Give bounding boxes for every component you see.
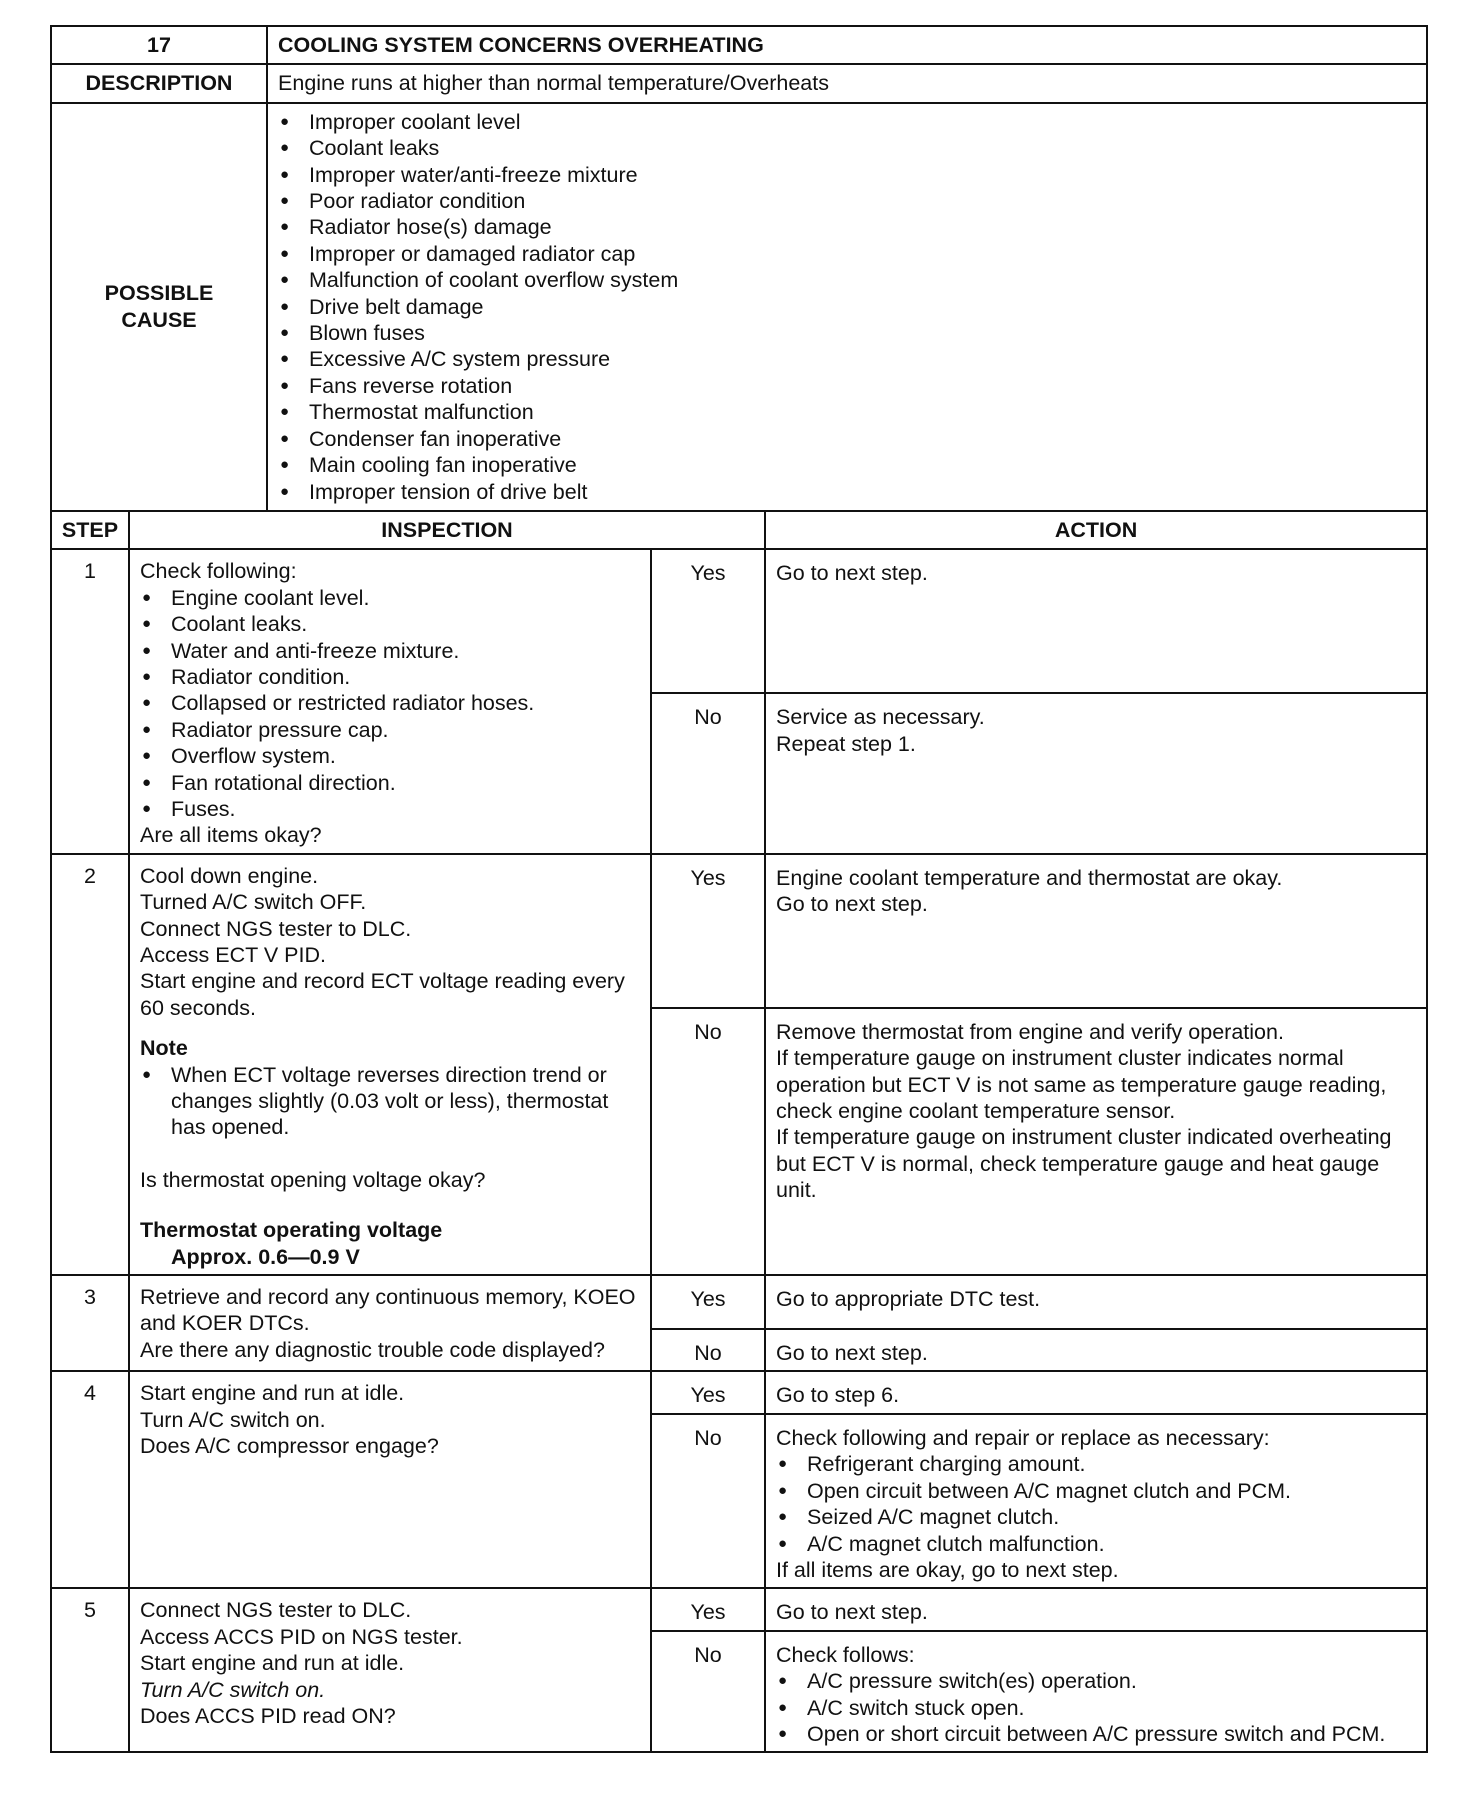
- check-item: ● A/C pressure switch(es) operation.: [776, 1668, 1416, 1694]
- cause-item: ● Fans reverse rotation: [278, 373, 1416, 399]
- yes-label: Yes: [651, 1371, 765, 1413]
- action-line: Go to next step.: [776, 892, 928, 917]
- no-label: No: [651, 1414, 765, 1588]
- yes-label: Yes: [651, 854, 765, 1008]
- action-line: Go to next step.: [776, 561, 928, 586]
- inspection-line: Connect NGS tester to DLC.: [140, 916, 412, 941]
- step-3-yes-action: [765, 1275, 1427, 1329]
- step-2-yes-row: [51, 854, 1427, 1008]
- action-line: Go to next step.: [776, 1600, 928, 1625]
- inspection-line: Start engine and run at idle.: [140, 1381, 405, 1406]
- yes-label: Yes: [651, 1275, 765, 1329]
- action-line: Go to appropriate DTC test.: [776, 1287, 1041, 1312]
- inspection-line: Turned A/C switch OFF.: [140, 890, 367, 915]
- cause-item: ● Improper tension of drive belt: [278, 479, 1416, 505]
- cause-item: ● Improper or damaged radiator cap: [278, 241, 1416, 267]
- step-1-no-action: [765, 693, 1427, 853]
- note-item: ● When ECT voltage reverses direction trend or changes slightly (0.03 volt or less), thermostat has opened.: [140, 1062, 640, 1141]
- note-list: [140, 1062, 640, 1141]
- step-3-inspection: [129, 1275, 651, 1371]
- check-item: ● Seized A/C magnet clutch.: [776, 1504, 1416, 1530]
- description-label: DESCRIPTION: [51, 64, 267, 102]
- inspection-line: Access ECT V PID.: [140, 943, 326, 967]
- action-line: Remove thermostat from engine and verify operation.: [776, 1019, 1284, 1044]
- no-label: No: [651, 1329, 765, 1371]
- cause-item: ● Thermostat malfunction: [278, 399, 1416, 425]
- inspection-line: Turn A/C switch on.: [140, 1677, 326, 1702]
- cause-item: ● Drive belt damage: [278, 294, 1416, 320]
- step-4-yes-row: [51, 1371, 1427, 1413]
- cause-item: ● Condenser fan inoperative: [278, 426, 1416, 452]
- action-line: Go to next step.: [776, 1341, 928, 1366]
- check-item: ● Fuses.: [140, 796, 640, 822]
- step-4-no-action: [765, 1414, 1427, 1588]
- step-2-yes-action: [765, 854, 1427, 1008]
- check-item: ● Radiator condition.: [140, 664, 640, 690]
- check-item: ● Open circuit between A/C magnet clutch and PCM.: [776, 1478, 1416, 1504]
- step-number: 1: [51, 549, 129, 853]
- step-1-yes-action: [765, 549, 1427, 693]
- check-item: ● A/C switch stuck open.: [776, 1695, 1416, 1721]
- step-1-checklist: [140, 585, 640, 823]
- column-header-row: [51, 511, 1427, 549]
- section-number: 17: [51, 26, 267, 64]
- column-step: STEP: [51, 511, 129, 549]
- step-5-inspection: [129, 1588, 651, 1752]
- description-row: [51, 64, 1427, 102]
- step-number: 3: [51, 1275, 129, 1371]
- step-3-yes-row: [51, 1275, 1427, 1329]
- check-item: ● Water and anti-freeze mixture.: [140, 638, 640, 664]
- yes-label: Yes: [651, 1588, 765, 1630]
- inspection-line: Cool down engine.: [140, 863, 319, 888]
- action-line: Service as necessary.: [776, 705, 985, 730]
- step-5-yes-row: [51, 1588, 1427, 1630]
- check-item: ● Refrigerant charging amount.: [776, 1451, 1416, 1477]
- check-item: ● Engine coolant level.: [140, 585, 640, 611]
- cause-item: ● Coolant leaks: [278, 135, 1416, 161]
- step-3-no-action: [765, 1329, 1427, 1371]
- action-line: If temperature gauge on instrument cluster indicated overheating but ECT V is normal, check temperature gauge and heat gauge unit.: [776, 1125, 1392, 1203]
- check-item: ● Overflow system.: [140, 743, 640, 769]
- step-5-no-action: [765, 1631, 1427, 1753]
- step-4-yes-action: [765, 1371, 1427, 1413]
- possible-cause-label-line1: POSSIBLE: [104, 281, 214, 306]
- step-number: 5: [51, 1588, 129, 1752]
- step-1-yes-row: [51, 549, 1427, 693]
- action-line: Repeat step 1.: [776, 731, 916, 756]
- action-line: Engine coolant temperature and thermostat are okay.: [776, 865, 1283, 890]
- inspection-line: Connect NGS tester to DLC.: [140, 1598, 412, 1623]
- step-2-inspection: [129, 854, 651, 1275]
- step-4-inspection: [129, 1371, 651, 1588]
- step-2-question: Is thermostat opening voltage okay?: [140, 1167, 486, 1192]
- inspection-line: Does A/C compressor engage?: [140, 1434, 439, 1459]
- inspection-line: Start engine and run at idle.: [140, 1651, 405, 1676]
- cause-item: ● Blown fuses: [278, 320, 1416, 346]
- step-4-no-checklist: [776, 1451, 1416, 1557]
- step-1-question: Are all items okay?: [140, 823, 322, 848]
- cause-item: ● Excessive A/C system pressure: [278, 346, 1416, 372]
- no-label: No: [651, 1008, 765, 1275]
- possible-cause-cell: [267, 103, 1427, 511]
- cause-item: ● Improper coolant level: [278, 109, 1416, 135]
- inspection-line: Turn A/C switch on.: [140, 1407, 326, 1432]
- action-line: If all items are okay, go to next step.: [776, 1557, 1119, 1582]
- check-item: ● Coolant leaks.: [140, 611, 640, 637]
- check-item: ● Collapsed or restricted radiator hoses.: [140, 690, 640, 716]
- inspection-line: Retrieve and record any continuous memory, KOEO and KOER DTCs.: [140, 1285, 636, 1336]
- spec-value: Approx. 0.6—0.9 V: [171, 1244, 360, 1269]
- yes-label: Yes: [651, 549, 765, 693]
- check-item: ● A/C magnet clutch malfunction.: [776, 1531, 1416, 1557]
- step-2-no-action: [765, 1008, 1427, 1275]
- possible-cause-row: [51, 103, 1427, 511]
- inspection-line: Access ACCS PID on NGS tester.: [140, 1624, 463, 1649]
- action-line: Check follows:: [776, 1642, 915, 1667]
- section-title: COOLING SYSTEM CONCERNS OVERHEATING: [267, 26, 1427, 64]
- inspection-line: Are there any diagnostic trouble code displayed?: [140, 1337, 605, 1362]
- check-item: ● Fan rotational direction.: [140, 770, 640, 796]
- possible-cause-label: [51, 103, 267, 511]
- check-item: ● Open or short circuit between A/C pressure switch and PCM.: [776, 1721, 1416, 1747]
- check-item: ● Radiator pressure cap.: [140, 717, 640, 743]
- column-inspection: INSPECTION: [129, 511, 765, 549]
- diagnostic-page: [50, 25, 1426, 1753]
- cause-item: ● Main cooling fan inoperative: [278, 452, 1416, 478]
- description-text: Engine runs at higher than normal temperature/Overheats: [267, 64, 1427, 102]
- note-label: Note: [140, 1036, 188, 1061]
- possible-cause-label-line2: CAUSE: [121, 307, 197, 332]
- cause-item: ● Radiator hose(s) damage: [278, 214, 1416, 240]
- inspection-line: Start engine and record ECT voltage reading every 60 seconds.: [140, 969, 625, 1020]
- diagnostic-table: [50, 25, 1428, 1753]
- spec-label: Thermostat operating voltage: [140, 1218, 443, 1243]
- inspection-line: Does ACCS PID read ON?: [140, 1703, 396, 1728]
- step-5-no-checklist: [776, 1668, 1416, 1747]
- step-5-yes-action: [765, 1588, 1427, 1630]
- step-1-intro: Check following:: [140, 559, 297, 584]
- step-number: 4: [51, 1371, 129, 1588]
- step-1-inspection: [129, 549, 651, 853]
- column-action: ACTION: [765, 511, 1427, 549]
- no-label: No: [651, 693, 765, 853]
- cause-item: ● Improper water/anti-freeze mixture: [278, 162, 1416, 188]
- step-number: 2: [51, 854, 129, 1275]
- action-line: Check following and repair or replace as necessary:: [776, 1425, 1270, 1450]
- header-row: [51, 26, 1427, 64]
- action-line: If temperature gauge on instrument cluster indicates normal operation but ECT V is not same as temperature gauge reading, check engine coolant temperature sensor.: [776, 1046, 1387, 1123]
- possible-cause-list: [278, 109, 1416, 505]
- cause-item: ● Poor radiator condition: [278, 188, 1416, 214]
- cause-item: ● Malfunction of coolant overflow system: [278, 267, 1416, 293]
- no-label: No: [651, 1631, 765, 1753]
- action-line: Go to step 6.: [776, 1383, 900, 1408]
